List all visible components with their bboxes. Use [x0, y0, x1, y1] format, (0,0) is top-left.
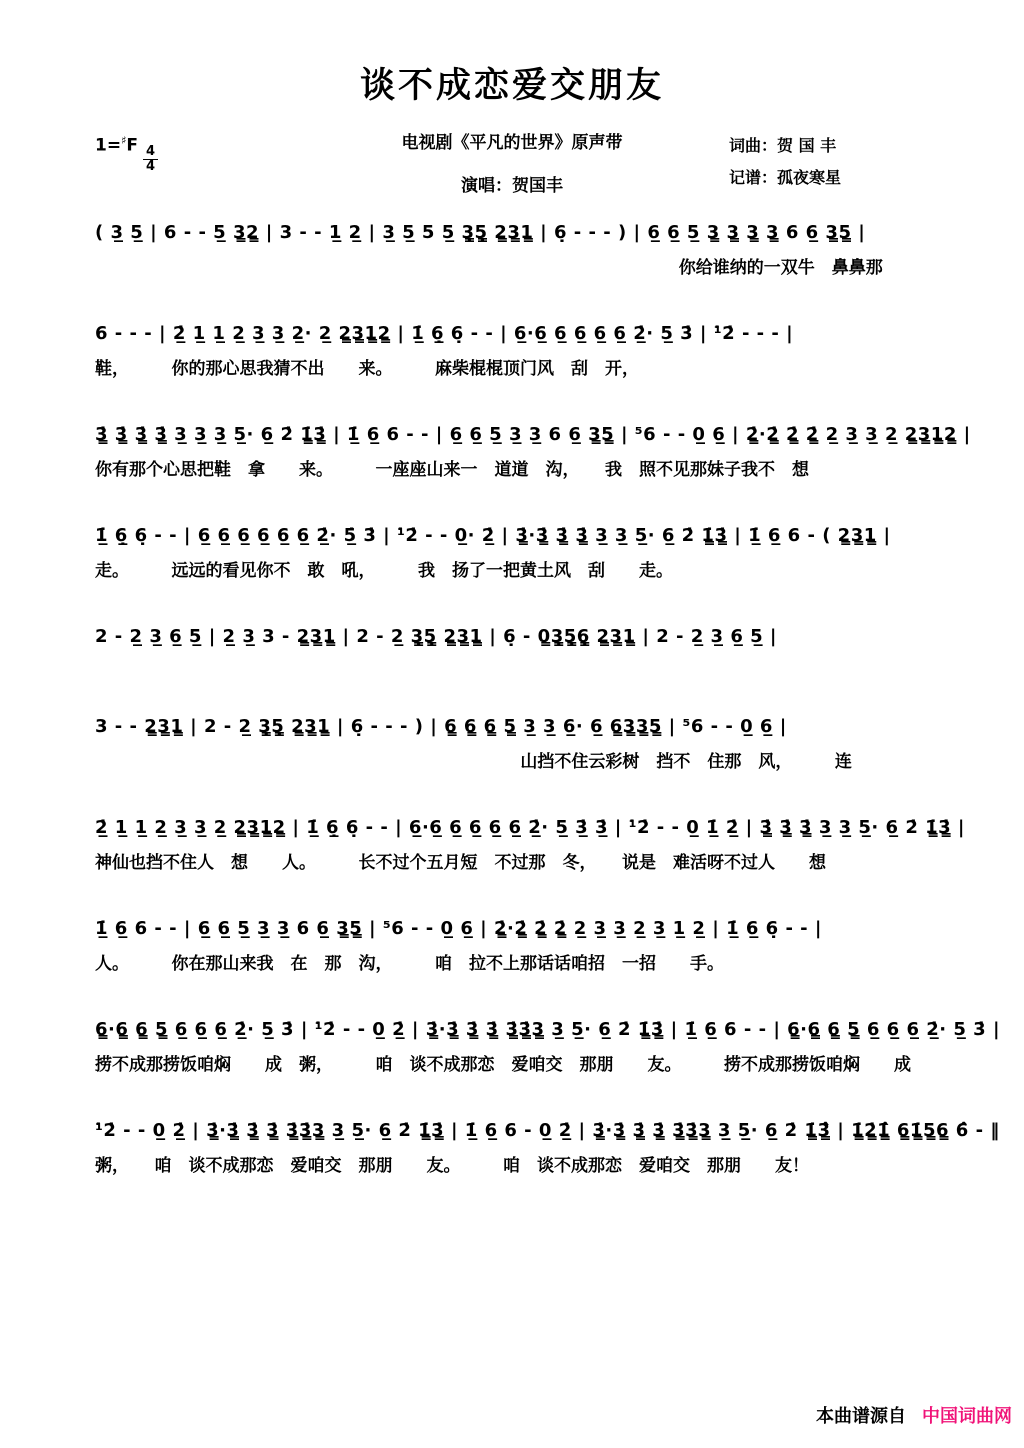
notation-line: 1̲̇ 6̲ 6 - - | 6̲ 6̲ 5̲ 3̲ 3̲ 6 6̲ 3̳5̳ | ⁵6 - - 0̲ 6̲ | 2̳̇·2̳̇ 2̳̇ 2̳̇ 2̲ 3̲ 3̲ 2̲ 3̲ 1̲ 2̲ | 1̲̇ 6̲ 6̣ - - |: [95, 918, 822, 939]
notation-line: ¹̇2̇ - - 0̲ 2̲̇ | 3̳̇·3̳̇ 3̳̇ 3̳̇ 3̳̇3̳̇3̳ 3̲ 5̲· 6̲ 2̇ 1̳̇3̳̇ | 1̲̇ 6̲ 6 - 0̲ 2̲̇ | 3̳̇·3̳̇ 3̳̇ 3̳̇ 3̳̇3̳̇3̳ 3̲ 5̲· 6̲ 2̇ 1̳̇3̳̇̂ | 1̳̇2̳̇1̳̇̂ 6̳1̳̇5̳6̳ 6̂ - ‖: [95, 1120, 1000, 1141]
notation-line: 3̳̇ 3̳̇ 3̳̇ 3̳̇ 3̲ 3̲ 3̲ 5̲· 6̲ 2̇ 1̳̇3̳̇ | 1̲̇ 6̲ 6 - - | 6̲ 6̲ 5̲ 3̲ 3̲ 6 6̲ 3̳5̳ | ⁵6 - - 0̲ 6̲ | 2̳̇·2̳̇ 2̳̇ 2̳̇ 2̲ 3̲ 3̲ 2̲ 2̳3̳1̳2̳ |: [95, 424, 971, 445]
music-system-6: [95, 716, 929, 817]
notation-line: 2̲̇ 1̲ 1̲ 2̲ 3̲ 3̲ 2̲ 2̳3̳1̳2̳ | 1̲̇ 6̣̲ 6̣ - - | 6̲·6̲ 6̲ 6̲ 6̲ 6̲ 2̲̇· 5̲ 3̲̇ 3̲̇ | ¹̇2̇ - - 0̲ 1̲̇ 2̲̇ | 3̳̇ 3̳̇ 3̳̇ 3̲ 3̲ 5̲· 6̲ 2̇ 1̳̇3̳̇ |: [95, 817, 966, 838]
credit-transcriber: 记谱：孤夜寒星: [729, 168, 842, 187]
music-system-7: [95, 817, 966, 918]
time-numerator: 4: [143, 145, 158, 161]
lyrics-line: 粥， 咱 谈不成那恋 爱咱交 那朋 友。 咱 谈不成那恋 爱咱交 那朋 友！: [95, 1156, 809, 1176]
lyrics-line: 人。 你在那山来我 在 那 沟， 咱 拉不上那话话咱招 一招 手。: [95, 954, 724, 974]
notation-line: 2 - 2̲ 3̲ 6̲ 5̲ | 2̲ 3̲ 3 - 2̳3̳1̳ | 2 - 2̲ 3̣̳5̣̳ 2̳3̳1̳ | 6̣ - 0̳3̣̳5̣̳6̣̳ 2̳3̳1̳ | 2 - 2̲ 3̲ 6̲ 5̲ |: [95, 626, 777, 647]
footer-source: [816, 1402, 1012, 1428]
lyrics-line: 捞不成那捞饭咱焖 成 粥， 咱 谈不成那恋 爱咱交 那朋 友。 捞不成那捞饭咱焖 成: [95, 1055, 911, 1075]
source-site-name: 中国词曲网: [922, 1406, 1012, 1427]
subtitle: 电视剧《平凡的世界》原声带: [401, 133, 623, 153]
music-system-1: [95, 222, 929, 323]
lyrics-line: 神仙也挡不住人 想 人。 长不过个五月短 不过那 冬， 说是 难活呀不过人 想: [95, 853, 826, 873]
music-system-3: [95, 424, 971, 525]
music-system-4: [95, 525, 929, 626]
source-prefix: 本曲谱源自: [816, 1406, 906, 1427]
key-prefix: 1=: [95, 135, 122, 156]
lyrics-line: 鞋， 你的那心思我猜不出 来。 麻柴棍棍顶门风 刮 开，: [95, 359, 639, 379]
music-system-2: [95, 323, 929, 424]
notation-line: 6 - - - | 2̲̇ 1̲ 1̲ 2̲ 3̲ 3̲ 2̲· 2̲ 2̳3̳1̳2̳ | 1̲̇ 6̣̲ 6̣ - - | 6̲·6̲ 6̲ 6̲ 6̲ 6̲ 2̲̇· 5̲ 3̇ | ¹̇2̇ - - - |: [95, 323, 794, 344]
notation-line: 3 - - 2̳3̳1̳ | 2 - 2̲ 3̣̳5̣̳ 2̳3̳1̳ | 6̣ - - - ) | 6̳ 6̳ 6̳ 5̳ 3̲ 3̲ 6̲· 6̲ 6̳3̳3̳5̳ | ⁵6 - - 0̲ 6̲ |: [95, 716, 787, 737]
music-system-5: [95, 626, 929, 716]
lyrics-line: 山挡不住云彩树 挡不 住那 风， 连: [520, 752, 852, 772]
time-denominator: 4: [146, 159, 156, 175]
sharp-accidental: ♯: [121, 134, 127, 147]
header-row: [95, 128, 929, 196]
music-systems: [95, 222, 1001, 1221]
lyrics-line: 你有那个心思把鞋 拿 来。 一座座山来一 道道 沟， 我 照不见那妹子我不 想: [95, 460, 809, 480]
music-system-8: [95, 918, 929, 1019]
credits-block: [729, 128, 929, 194]
key-letter: F: [126, 135, 139, 156]
credit-composer: 词曲：贺 国 丰: [729, 136, 837, 155]
notation-line: ( 3̲ 5̲ | 6 - - 5̲ 3̳2̳ | 3 - - 1̲ 2̲ | 3̲ 5̲ 5 5̲ 3̣̳5̣̳ 2̳3̳1̳ | 6̣ - - - ) | 6̲ 6̲ 5̲ 3̳ 3̳ 3̳ 3̳ 6 6̲ 3̳5̳ |: [95, 222, 866, 243]
time-signature: [143, 145, 158, 174]
music-system-9: [95, 1019, 1001, 1120]
singer-line: 演唱：贺国丰: [461, 176, 563, 196]
song-title: 谈不成恋爱交朋友: [359, 66, 664, 106]
music-system-10: [95, 1120, 1000, 1221]
lyrics-line: 走。 远远的看见你不 敢 吼， 我 扬了一把黄土风 刮 走。: [95, 561, 673, 581]
notation-line: 1̲̇ 6̣̲ 6̣ - - | 6̲ 6̲ 6̲ 6̲ 6̲ 6̲ 2̲̇· 5̲̇ 3̇ | ¹̇2̇ - - 0̲· 2̲̇ | 3̳̇·3̳̇ 3̳̇ 3̳̇ 3̲ 3̲ 5̲· 6̲ 2̇ 1̳̇3̳̇ | 1̲̇ 6̲ 6 - ( 2̳3̳1̳ |: [95, 525, 891, 546]
lyrics-line: 你给谁纳的一双牛 鼻鼻那: [678, 258, 883, 278]
header-center: [295, 128, 729, 196]
key-signature: [95, 128, 295, 174]
notation-line: 6̳·6̳ 6̳ 5̳ 6̲ 6̲ 6̲ 2̲̇· 5̲ 3̇ | ¹̇2̇ - - 0̲ 2̲̇ | 3̳̇·3̳̇ 3̳̇ 3̳̇ 3̳̇3̳̇3̳ 3̲ 5̲· 6̲ 2̇ 1̳̇3̳̇ | 1̲̇ 6̲ 6 - - | 6̳·6̳ 6̳ 5̳ 6̲ 6̲ 6̲ 2̲̇· 5̲ 3̇ |: [95, 1019, 1001, 1040]
